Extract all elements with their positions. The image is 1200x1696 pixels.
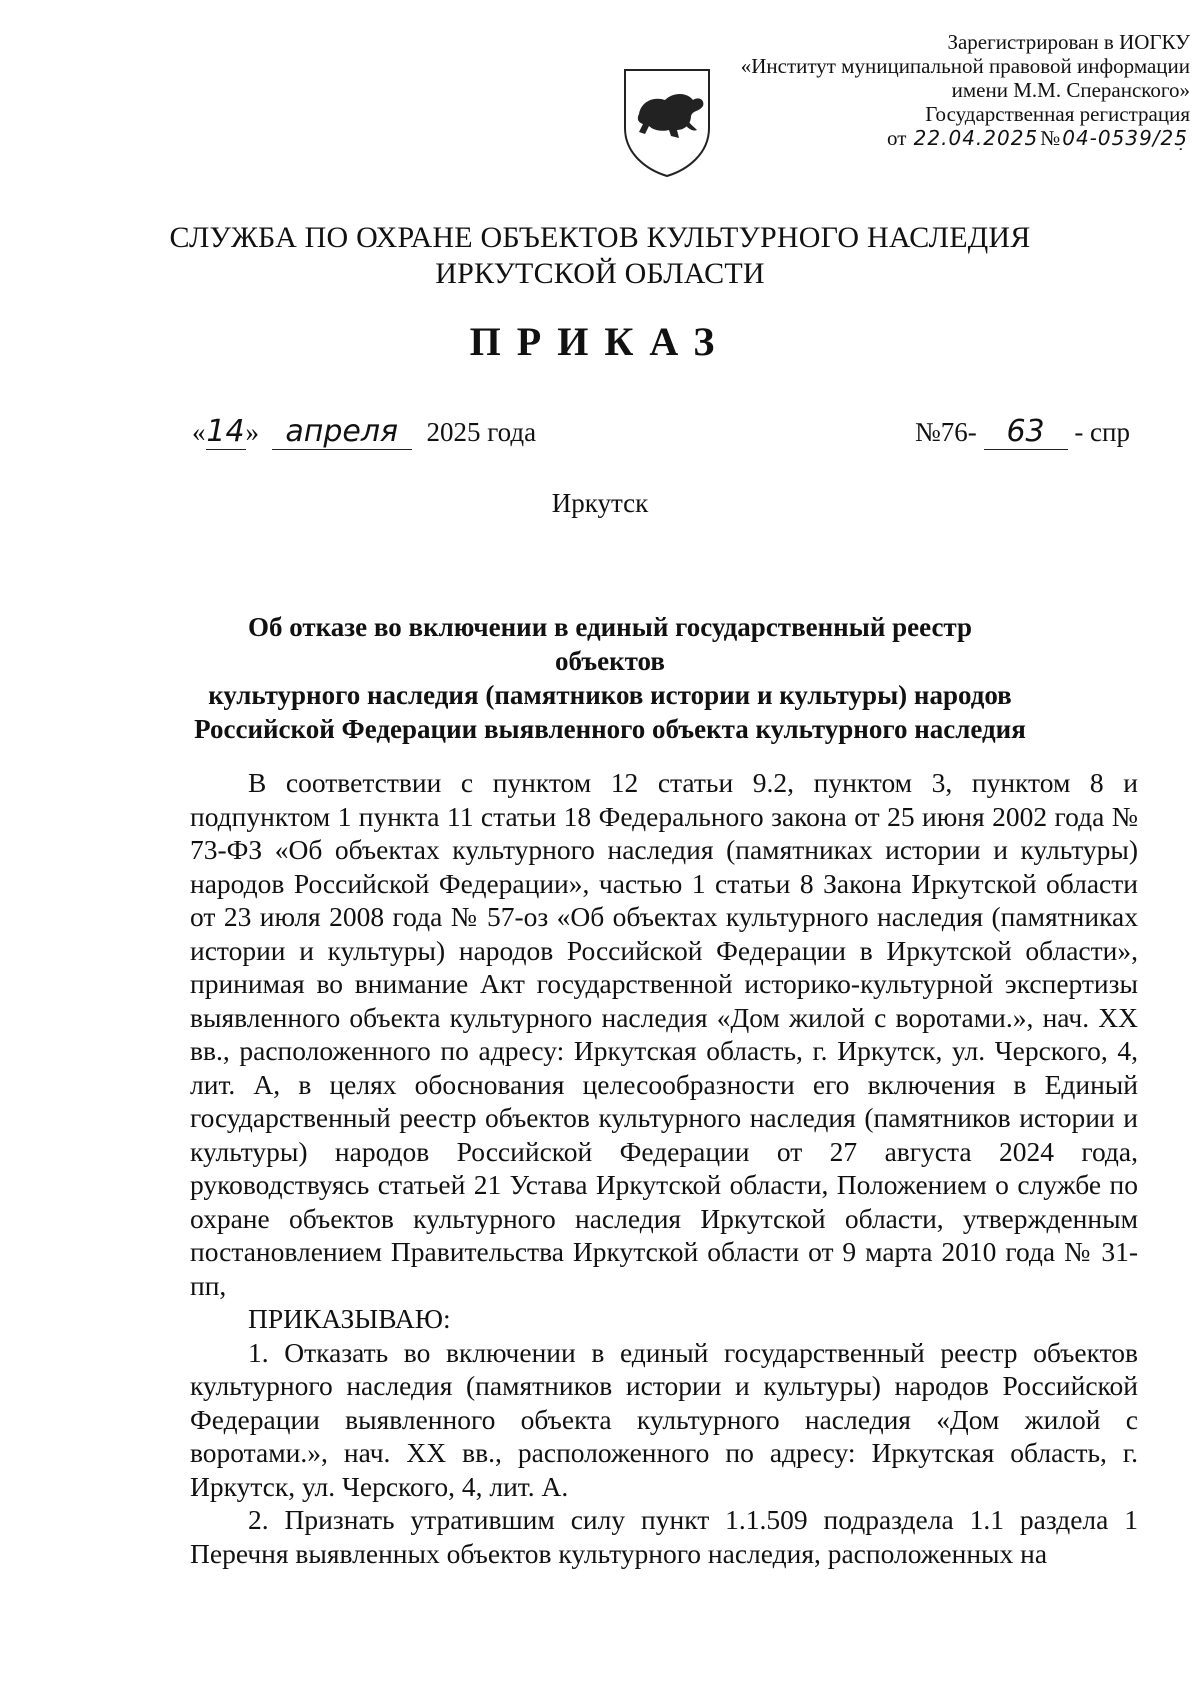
irkutsk-coat-of-arms-icon	[621, 66, 713, 178]
order-day: 14	[206, 414, 245, 449]
order-word: ПРИКАЗЫВАЮ:	[248, 1303, 451, 1334]
preamble-paragraph: В соответствии с пунктом 12 статьи 9.2, пунктом 3, пунктом 8 и подпунктом 1 пункта 11 статьи 18 Федерального закона от 25 июня 2002 года № 73-ФЗ «Об объектах культурного наследия (памятниках истории и культуры) народов Российской Федерации», частью 1 статьи 8 Закона Иркутской области от 23 июля 2008 года № 57-оз «Об объектах культурного наследия (памятниках истории и культуры) народов Российской Федерации в Иркутской области», принимая во внимание Акт государственной историко-культурной экспертизы выявленного объекта культурного наследия «Дом жилой с воротами.», нач. ХХ вв., расположенного по адресу: Иркутская область, г. Иркутск, ул. Черского, 4, лит. А, в целях обоснования целесообразности его включения в Единый государственный реестр объектов культурного наследия (памятников истории и культуры) народов Российской Федерации от 27 августа 2024 года, руководствуясь статьей 21 Устава Иркутской области, Положением о службе по охране объектов культурного наследия Иркутской области, утвержденным постановлением Правительства Иркутской области от 9 марта 2010 года № 31-пп,	[190, 767, 1138, 1301]
subject-line-2: культурного наследия (памятников истории и культуры) народов	[208, 680, 1012, 710]
order-item-1: 1. Отказать во включении в единый государственный реестр объектов культурного наследия (памятников истории и культуры) народов Российской Федерации выявленного объекта культурного наследия «Дом жилой с воротами.», нач. ХХ вв., расположенного по адресу: Иркутская область, г. Иркутск, ул. Черского, 4, лит. А.	[190, 1336, 1138, 1502]
order-body	[190, 766, 1138, 1570]
registration-prefix: от	[887, 126, 907, 150]
date-quote-close: »	[245, 417, 259, 447]
registration-stamp	[730, 30, 1190, 150]
agency-name-line-1: СЛУЖБА ПО ОХРАНЕ ОБЪЕКТОВ КУЛЬТУРНОГО НАСЛЕДИЯ	[169, 221, 1031, 254]
registration-line-3: имени М.М. Сперанского»	[951, 78, 1190, 102]
order-number	[915, 414, 1130, 450]
order-number-value: 63	[984, 414, 1068, 450]
subject-line-1: Об отказе во включении в единый государственный реестр объектов	[247, 612, 973, 676]
registration-number-prefix: №	[1040, 126, 1061, 150]
order-number-suffix: - спр	[1074, 417, 1130, 447]
date-quote-open: «	[192, 417, 206, 447]
registration-line-4: Государственная регистрация	[925, 102, 1190, 126]
registration-line-1: Зарегистрирован в ИОГКУ	[947, 30, 1190, 54]
order-date	[192, 414, 536, 450]
order-number-prefix: №76-	[915, 417, 977, 447]
registration-date-line	[730, 126, 1190, 150]
order-subject	[190, 610, 1030, 746]
registration-number: 04-0539/25	[1062, 126, 1188, 150]
registration-date: 22.04.2025	[913, 126, 1039, 150]
order-month: апреля	[272, 414, 412, 450]
agency-name	[0, 220, 1200, 292]
agency-name-line-2: ИРКУТСКОЙ ОБЛАСТИ	[435, 257, 765, 290]
subject-line-3: Российской Федерации выявленного объекта культурного наследия	[194, 714, 1026, 744]
order-year: 2025 года	[426, 417, 537, 447]
issue-city: Иркутск	[551, 488, 649, 518]
order-item-2: 2. Признать утратившим силу пункт 1.1.509 подраздела 1.1 раздела 1 Перечня выявленных объектов культурного наследия, расположенных на	[190, 1504, 1138, 1569]
document-type-title: ПРИКАЗ	[469, 319, 731, 364]
registration-line-2: «Институт муниципальной правовой информации	[740, 54, 1190, 78]
